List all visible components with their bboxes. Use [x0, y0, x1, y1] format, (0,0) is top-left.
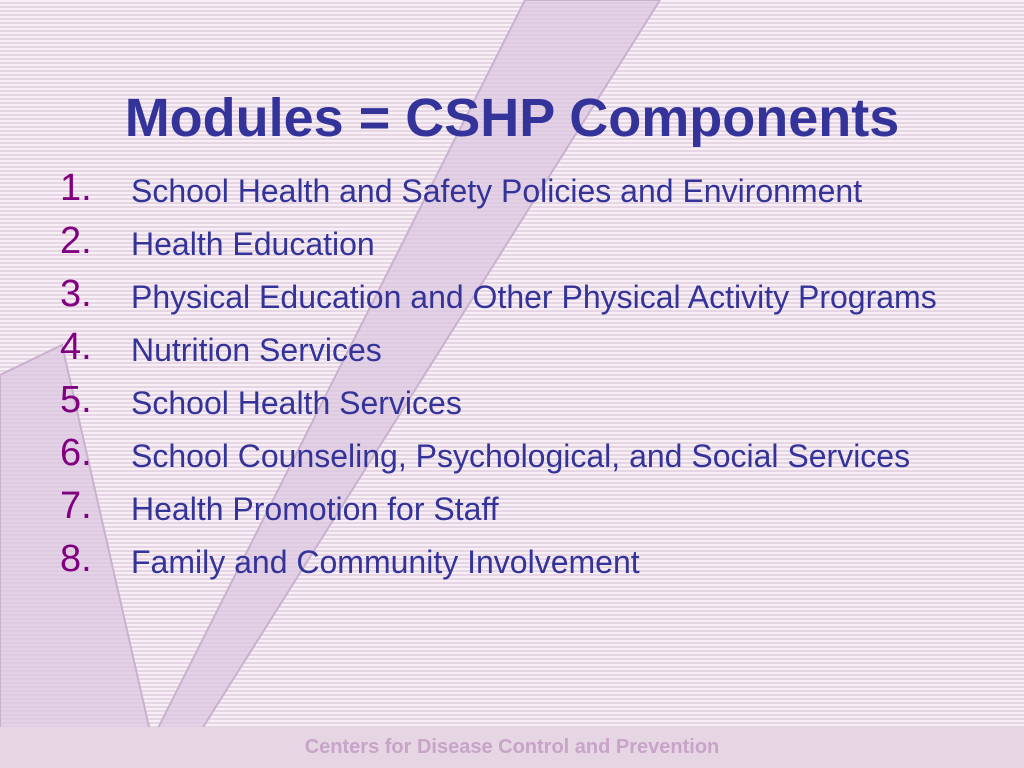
list-item-text: Health Education: [131, 226, 375, 262]
list-item-text: School Health and Safety Policies and Environment: [131, 173, 863, 209]
list-item-number: 5.: [60, 379, 92, 421]
list-item-text: Health Promotion for Staff: [131, 491, 499, 527]
list-item: [0, 167, 1024, 213]
list-item-number: 8.: [60, 538, 92, 580]
list-item: [0, 379, 1024, 425]
list-item-text: Nutrition Services: [131, 332, 382, 368]
list-item-number: 4.: [60, 326, 92, 368]
list-item-text: Physical Education and Other Physical Activity Programs: [131, 279, 937, 315]
list-item: [0, 220, 1024, 266]
slide-title: Modules = CSHP Components: [124, 88, 900, 148]
list-item-number: 6.: [60, 432, 92, 474]
list-item-text: School Health Services: [131, 385, 462, 421]
footer-text: Centers for Disease Control and Prevention: [304, 736, 720, 758]
list-item: [0, 432, 1024, 478]
list-item-text: School Counseling, Psychological, and Social Services: [131, 438, 911, 474]
list-item-text: Family and Community Involvement: [131, 544, 640, 580]
list-item-number: 2.: [60, 220, 92, 262]
list-item: [0, 485, 1024, 531]
list-item: [0, 538, 1024, 584]
list-item-number: 1.: [60, 167, 92, 209]
list-item-number: 7.: [60, 485, 92, 527]
component-list: [0, 167, 1024, 594]
list-item: [0, 326, 1024, 372]
list-item: [0, 273, 1024, 319]
list-item-number: 3.: [60, 273, 92, 315]
